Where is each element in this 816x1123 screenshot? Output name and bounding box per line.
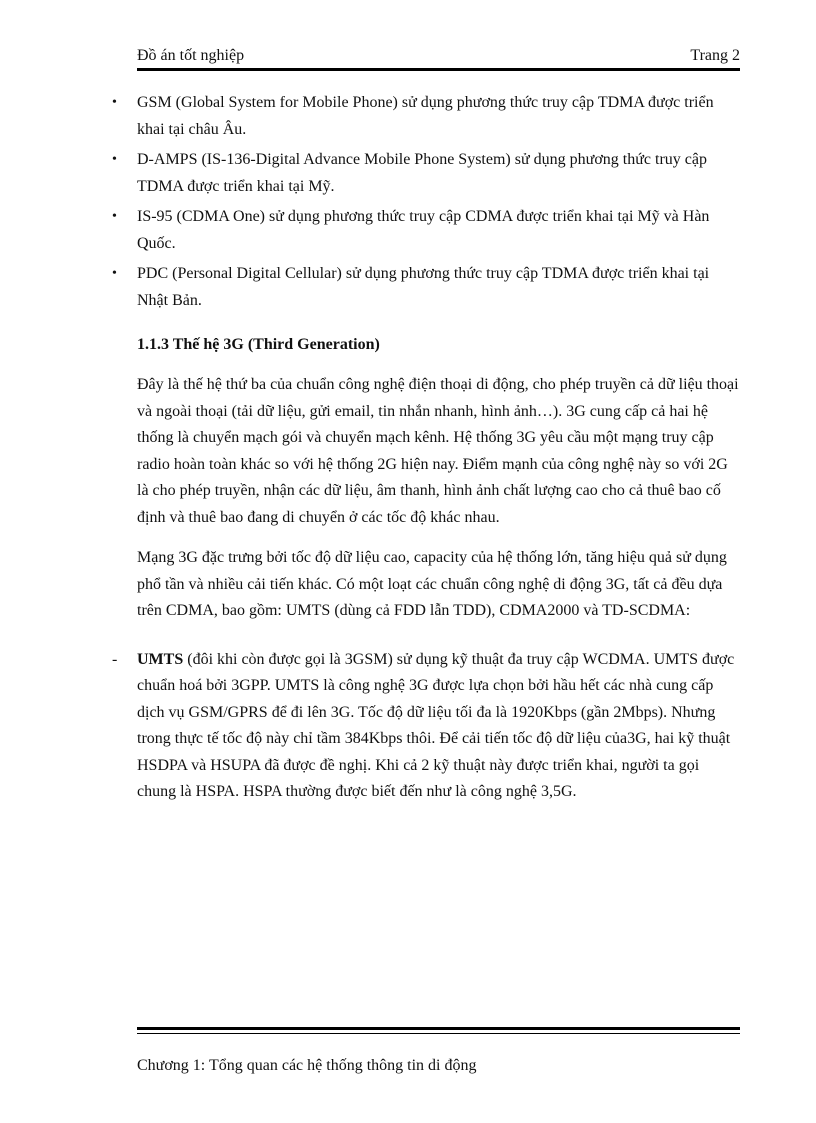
bullet-marker: •: [112, 152, 117, 167]
footer-rule-thin: [137, 1033, 740, 1034]
list-item-text: D-AMPS (IS-136-Digital Advance Mobile Phone System) sử dụng phương thức truy cập TDMA được triển khai tại Mỹ.: [137, 151, 707, 195]
list-item-text: GSM (Global System for Mobile Phone) sử dụng phương thức truy cập TDMA được triển khai tại châu Âu.: [137, 94, 714, 138]
paragraph: Đây là thế hệ thứ ba của chuẩn công nghệ điện thoại di động, cho phép truyền cả dữ liệu thoại và ngoài thoại (tải dữ liệu, gửi email, tin nhắn nhanh, hình ảnh…). 3G cung cấp cả hai hệ thống là chuyển mạch gói và chuyển mạch kênh. Hệ thống 3G yêu cầu một mạng truy cập radio hoàn toàn khác so với hệ thống 2G hiện nay. Điểm mạnh của công nghệ này so với 2G là cho phép truyền, nhận các dữ liệu, âm thanh, hình ảnh chất lượng cao cho cả thuê bao cố định và thuê bao đang di chuyển ở các tốc độ khác nhau.: [137, 376, 739, 526]
list-item: [112, 204, 740, 257]
header-page-number: Trang 2: [690, 47, 740, 64]
umts-description: (đôi khi còn được gọi là 3GSM) sử dụng kỹ thuật đa truy cập WCDMA. UMTS được chuẩn hoá bởi 3GPP. UMTS là công nghệ 3G được lựa chọn bởi hầu hết các nhà cung cấp dịch vụ GSM/GPRS để đi lên 3G. Tốc độ dữ liệu tối đa là 1920Kbps (gần 2Mbps). Nhưng trong thực tế tốc độ này chỉ tầm 384Kbps thôi. Để cải tiến tốc độ dữ liệu của3G, hai kỹ thuật HSDPA và HSUPA đã được đề nghị. Khi cả 2 kỹ thuật này được triển khai, người ta gọi chung là HSPA. HSPA thường được biết đến như là công nghệ 3,5G.: [137, 650, 735, 800]
header-document-title: Đồ án tốt nghiệp: [137, 47, 245, 64]
bullet-marker: •: [112, 95, 117, 110]
footer-rule-thick: [137, 1027, 740, 1030]
page-content: [112, 90, 740, 806]
list-item: [112, 147, 740, 200]
list-item: [112, 261, 740, 314]
header-rule: [137, 68, 740, 71]
list-item-text: PDC (Personal Digital Cellular) sử dụng phương thức truy cập TDMA được triển khai tại Nhật Bản.: [137, 265, 710, 309]
page-footer: Chương 1: Tổng quan các hệ thống thông tin di động: [137, 1057, 477, 1074]
section-heading: 1.1.3 Thế hệ 3G (Third Generation): [137, 336, 380, 353]
paragraph: Mạng 3G đặc trưng bởi tốc độ dữ liệu cao, capacity của hệ thống lớn, tăng hiệu quả sử dụng phổ tần và nhiều cải tiến khác. Có một loạt các chuẩn công nghệ di động 3G, tất cả đều dựa trên CDMA, bao gồm: UMTS (dùng cả FDD lẫn TDD), CDMA2000 và TD-SCDMA:: [137, 549, 727, 619]
standards-list: [112, 90, 740, 314]
umts-term: UMTS: [137, 650, 184, 668]
umts-item: [112, 647, 740, 806]
bullet-marker: •: [112, 266, 117, 281]
list-item: [112, 90, 740, 143]
bullet-marker: •: [112, 209, 117, 224]
page-header: [137, 47, 740, 67]
list-item-text: IS-95 (CDMA One) sử dụng phương thức truy cập CDMA được triển khai tại Mỹ và Hàn Quốc.: [137, 208, 710, 252]
dash-marker: -: [112, 650, 118, 668]
